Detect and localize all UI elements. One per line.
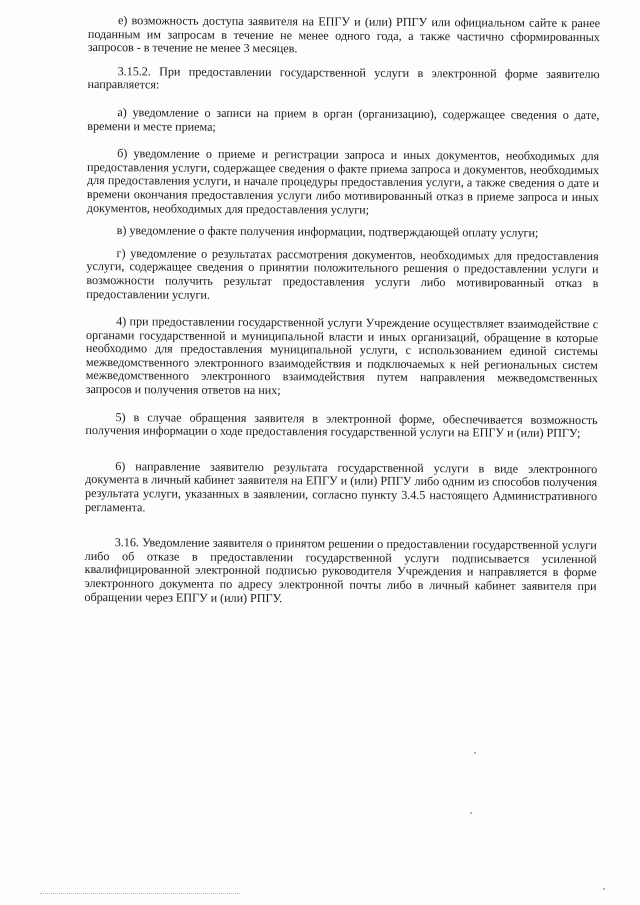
scan-speck [470,812,472,814]
paragraph-5-status-info: 5) в случае обращения заявителя в электронной форме, обеспечивается возможность получения информации о ходе предоставления государственной услуги на ЕПГУ и (или) РПГУ; [85,409,598,441]
paragraph-a-notification: а) уведомление о записи на прием в орган (организацию), содержащее сведения о дате, времени и месте приема; [87,105,600,134]
paragraph-e-access: е) возможность доступа заявителя на ЕПГУ и (или) РПГУ или официальном сайте к ранее поданным им запросам в течение не менее одного года, а также частично сформированных запросов - в течение не менее 3 месяцев. [87,13,600,56]
paragraph-3-16-decision: 3.16. Уведомление заявителя о принятом решении о предоставлении государственной услуги либо об отказе в предоставлении государственной услуги подписывается усиленной квалифицированной электронной подписью руководителя Учреждения и направляется в форме электронного документа по адресу электронной почты либо в личный кабинет заявителя при обращении через ЕПГУ и (или) РПГУ. [84,535,597,605]
document-body [84,14,600,616]
scan-edge-marks [40,893,240,896]
paragraph-v-notification: в) уведомление о факте получения информации, подтверждающей оплату услуги; [116,223,539,240]
scan-speck [603,888,605,890]
scan-speck [474,752,476,754]
paragraph-4-interaction: 4) при предоставлении государственной услуги Учреждение осуществляет взаимодействие с органами государственной и муниципальной власти и иных организаций, обращение в которые необходимо для предоставления муниципальной услуги, с использованием единой системы межведомственного электронного взаимодействия и подключаемых к ней региональных систем межведомственного электронного взаимодействия путем направления межведомственных запросов и получения ответов на них; [85,314,599,398]
paragraph-b-notification: б) уведомление о приеме и регистрации запроса и иных документов, необходимых для предоставления услуги, содержащее сведения о факте приема запроса и документов, необходимых для предоставления услуги, и начале процедуры предоставления услуги, а также сведения о дате и времени окончания предоставления услуги либо мотивированный отказ в приеме запроса и иных документов, необходимых для предоставления услуги; [86,146,600,217]
paragraph-g-notification: г) уведомление о результатах рассмотрения документов, необходимых для предоставления услуги, содержащее сведения о принятии положительного решения о предоставлении услуги и возможности получить результат предоставления услуги либо мотивированный отказ в предоставлении услуги. [86,245,599,302]
paragraph-3-15-2: 3.15.2. При предоставлении государственной услуги в электронной форме заявителю направляется: [87,63,600,92]
paragraph-6-result-delivery: 6) направление заявителю результата государственной услуги в виде электронного документа в личный кабинет заявителя на ЕПГУ и (или) РПГУ либо одним из способов получения результата услуги, указанных в заявлении, согласно пункту 3.4.5 настоящего Административного регламента. [84,459,598,514]
